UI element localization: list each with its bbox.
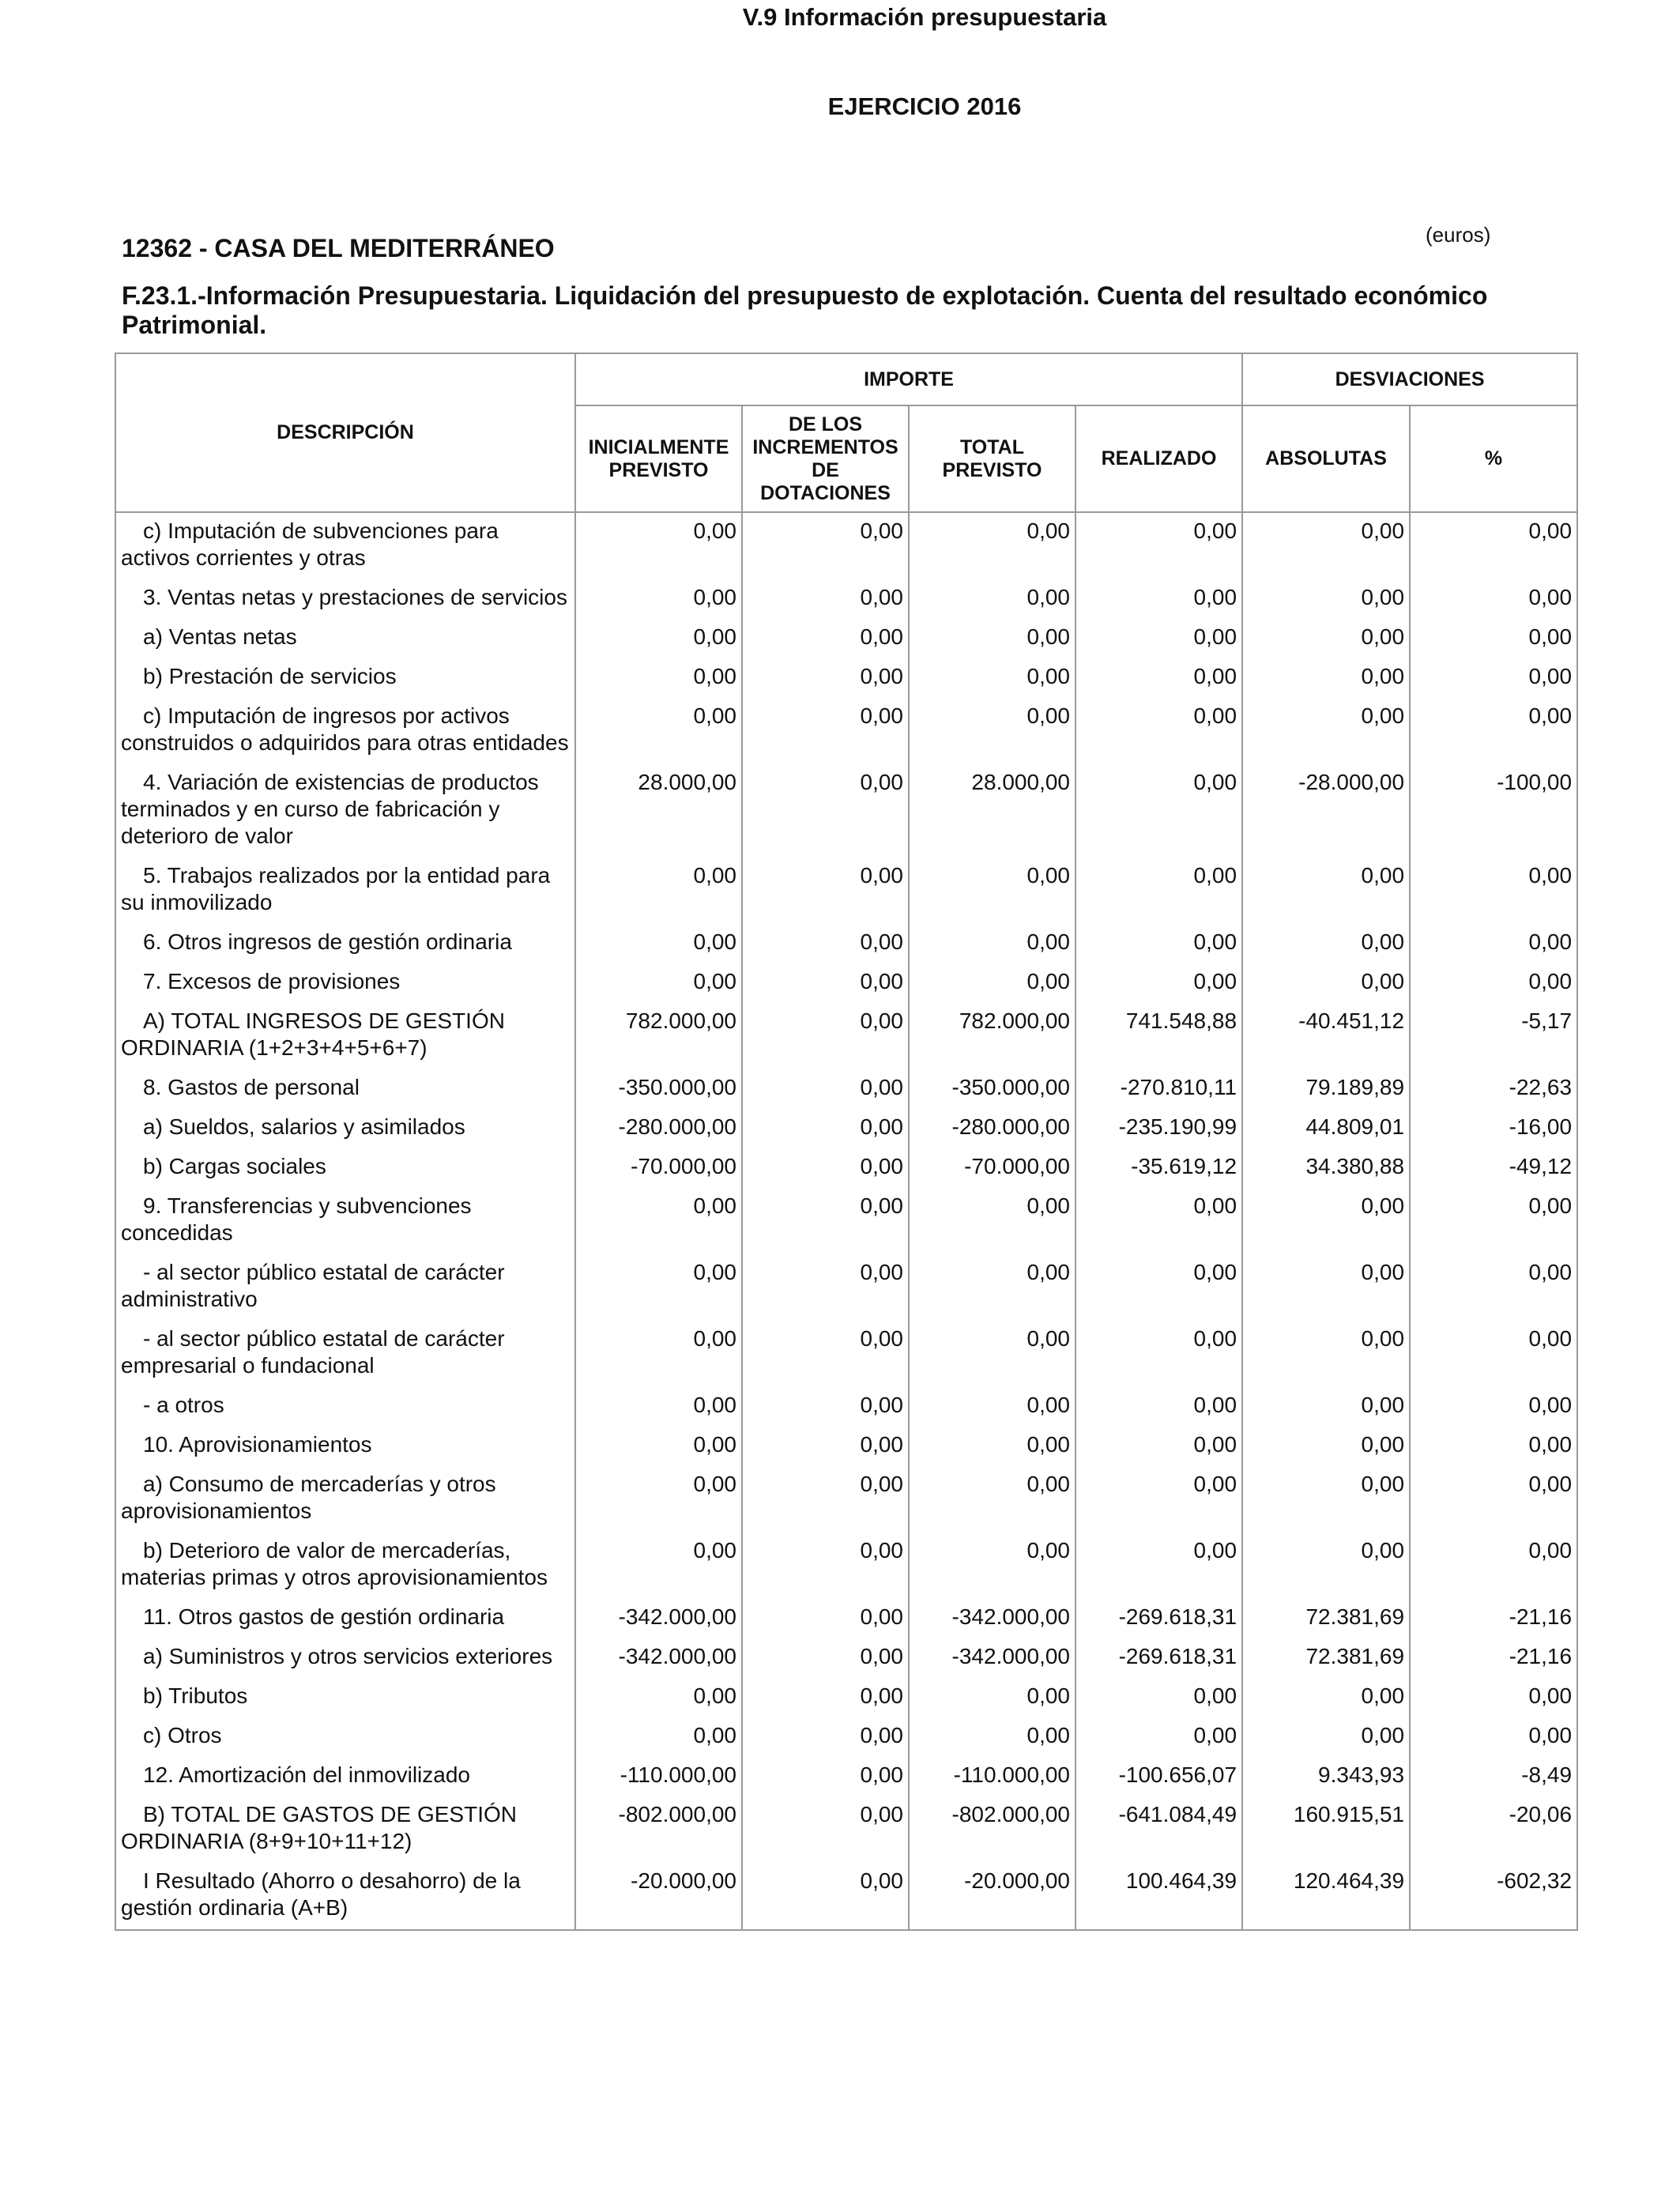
cell-inicialmente-previsto: 0,00 xyxy=(575,579,742,619)
cell-porcentaje: 0,00 xyxy=(1410,1532,1577,1599)
cell-porcentaje: -602,32 xyxy=(1410,1863,1577,1930)
table-row xyxy=(115,963,1577,1003)
cell-total-previsto: -280.000,00 xyxy=(909,1109,1075,1148)
cell-incrementos: 0,00 xyxy=(742,1678,909,1717)
cell-total-previsto: -70.000,00 xyxy=(909,1148,1075,1188)
cell-total-previsto: -110.000,00 xyxy=(909,1757,1075,1796)
cell-absolutas: -28.000,00 xyxy=(1242,764,1410,858)
cell-porcentaje: 0,00 xyxy=(1410,1466,1577,1532)
cell-absolutas: 0,00 xyxy=(1242,1427,1410,1466)
cell-realizado: 0,00 xyxy=(1075,658,1242,698)
cell-total-previsto: 0,00 xyxy=(909,1678,1075,1717)
table-row xyxy=(115,1387,1577,1427)
cell-porcentaje: 0,00 xyxy=(1410,924,1577,963)
cell-realizado: 0,00 xyxy=(1075,1466,1242,1532)
cell-inicialmente-previsto: 0,00 xyxy=(575,858,742,924)
table-row xyxy=(115,1796,1577,1863)
column-header-absolutas: ABSOLUTAS xyxy=(1242,405,1410,512)
cell-porcentaje: 0,00 xyxy=(1410,658,1577,698)
table-row xyxy=(115,1321,1577,1387)
cell-inicialmente-previsto: -802.000,00 xyxy=(575,1796,742,1863)
table-row xyxy=(115,764,1577,858)
table-header xyxy=(115,353,1577,512)
cell-porcentaje: 0,00 xyxy=(1410,512,1577,579)
column-header-descripcion: DESCRIPCIÓN xyxy=(115,353,575,512)
cell-porcentaje: 0,00 xyxy=(1410,858,1577,924)
row-description: A) TOTAL INGRESOS DE GESTIÓN ORDINARIA (1+2+3+4+5+6+7) xyxy=(115,1003,575,1069)
fiscal-year: EJERCICIO 2016 xyxy=(827,92,1022,120)
table-row xyxy=(115,1599,1577,1638)
cell-incrementos: 0,00 xyxy=(742,1321,909,1387)
table-row xyxy=(115,1003,1577,1069)
cell-total-previsto: 0,00 xyxy=(909,512,1075,579)
cell-inicialmente-previsto: 0,00 xyxy=(575,1427,742,1466)
cell-porcentaje: 0,00 xyxy=(1410,1427,1577,1466)
row-description: B) TOTAL DE GASTOS DE GESTIÓN ORDINARIA (8+9+10+11+12) xyxy=(115,1796,575,1863)
table-row xyxy=(115,1109,1577,1148)
cell-realizado: 0,00 xyxy=(1075,512,1242,579)
cell-realizado: 0,00 xyxy=(1075,963,1242,1003)
cell-total-previsto: 0,00 xyxy=(909,1321,1075,1387)
cell-incrementos: 0,00 xyxy=(742,698,909,764)
cell-absolutas: 0,00 xyxy=(1242,579,1410,619)
cell-realizado: -35.619,12 xyxy=(1075,1148,1242,1188)
cell-porcentaje: 0,00 xyxy=(1410,1254,1577,1321)
table-body xyxy=(115,512,1577,1930)
table-row xyxy=(115,858,1577,924)
cell-total-previsto: 0,00 xyxy=(909,1532,1075,1599)
section-title: V.9 Información presupuestaria xyxy=(742,3,1107,31)
cell-realizado: 100.464,39 xyxy=(1075,1863,1242,1930)
cell-inicialmente-previsto: -70.000,00 xyxy=(575,1148,742,1188)
cell-inicialmente-previsto: 0,00 xyxy=(575,658,742,698)
row-description: I Resultado (Ahorro o desahorro) de la gestión ordinaria (A+B) xyxy=(115,1863,575,1930)
budget-table xyxy=(115,352,1578,1931)
cell-incrementos: 0,00 xyxy=(742,963,909,1003)
cell-porcentaje: -22,63 xyxy=(1410,1069,1577,1109)
cell-inicialmente-previsto: -110.000,00 xyxy=(575,1757,742,1796)
cell-realizado: 0,00 xyxy=(1075,1427,1242,1466)
cell-porcentaje: -100,00 xyxy=(1410,764,1577,858)
cell-inicialmente-previsto: 0,00 xyxy=(575,698,742,764)
cell-total-previsto: 0,00 xyxy=(909,579,1075,619)
cell-inicialmente-previsto: 782.000,00 xyxy=(575,1003,742,1069)
table-row xyxy=(115,619,1577,658)
cell-realizado: 0,00 xyxy=(1075,924,1242,963)
cell-total-previsto: 0,00 xyxy=(909,963,1075,1003)
cell-porcentaje: 0,00 xyxy=(1410,579,1577,619)
cell-total-previsto: -20.000,00 xyxy=(909,1863,1075,1930)
row-description: a) Sueldos, salarios y asimilados xyxy=(115,1109,575,1148)
table-row xyxy=(115,658,1577,698)
column-header-total-previsto: TOTAL PREVISTO xyxy=(909,405,1075,512)
cell-total-previsto: 0,00 xyxy=(909,658,1075,698)
cell-porcentaje: 0,00 xyxy=(1410,1717,1577,1757)
row-description: b) Cargas sociales xyxy=(115,1148,575,1188)
cell-total-previsto: 0,00 xyxy=(909,858,1075,924)
cell-incrementos: 0,00 xyxy=(742,1003,909,1069)
cell-total-previsto: -342.000,00 xyxy=(909,1599,1075,1638)
cell-incrementos: 0,00 xyxy=(742,1466,909,1532)
cell-inicialmente-previsto: -342.000,00 xyxy=(575,1599,742,1638)
cell-inicialmente-previsto: 0,00 xyxy=(575,1387,742,1427)
cell-incrementos: 0,00 xyxy=(742,858,909,924)
cell-incrementos: 0,00 xyxy=(742,579,909,619)
cell-realizado: -235.190,99 xyxy=(1075,1109,1242,1148)
row-description: 4. Variación de existencias de productos terminados y en curso de fabricación y deterioro de valor xyxy=(115,764,575,858)
cell-porcentaje: -49,12 xyxy=(1410,1148,1577,1188)
row-description: a) Suministros y otros servicios exteriores xyxy=(115,1638,575,1678)
row-description: b) Deterioro de valor de mercaderías, materias primas y otros aprovisionamientos xyxy=(115,1532,575,1599)
cell-absolutas: 0,00 xyxy=(1242,858,1410,924)
row-description: b) Tributos xyxy=(115,1678,575,1717)
cell-inicialmente-previsto: 0,00 xyxy=(575,1678,742,1717)
cell-total-previsto: 0,00 xyxy=(909,698,1075,764)
table-row xyxy=(115,1532,1577,1599)
cell-total-previsto: -350.000,00 xyxy=(909,1069,1075,1109)
cell-porcentaje: 0,00 xyxy=(1410,1321,1577,1387)
cell-incrementos: 0,00 xyxy=(742,924,909,963)
cell-incrementos: 0,00 xyxy=(742,1069,909,1109)
cell-incrementos: 0,00 xyxy=(742,1638,909,1678)
cell-realizado: 0,00 xyxy=(1075,698,1242,764)
row-description: 9. Transferencias y subvenciones concedidas xyxy=(115,1188,575,1254)
entity-name: 12362 - CASA DEL MEDITERRÁNEO xyxy=(122,234,555,262)
cell-realizado: 0,00 xyxy=(1075,1387,1242,1427)
column-header-porcentaje: % xyxy=(1410,405,1577,512)
cell-incrementos: 0,00 xyxy=(742,1796,909,1863)
cell-absolutas: 0,00 xyxy=(1242,619,1410,658)
row-description: 5. Trabajos realizados por la entidad para su inmovilizado xyxy=(115,858,575,924)
cell-absolutas: 44.809,01 xyxy=(1242,1109,1410,1148)
table-row xyxy=(115,1638,1577,1678)
cell-absolutas: 72.381,69 xyxy=(1242,1638,1410,1678)
cell-incrementos: 0,00 xyxy=(742,1427,909,1466)
cell-absolutas: 0,00 xyxy=(1242,658,1410,698)
row-description: 10. Aprovisionamientos xyxy=(115,1427,575,1466)
cell-total-previsto: 0,00 xyxy=(909,1188,1075,1254)
row-description: b) Prestación de servicios xyxy=(115,658,575,698)
cell-absolutas: 0,00 xyxy=(1242,924,1410,963)
cell-absolutas: 120.464,39 xyxy=(1242,1863,1410,1930)
cell-total-previsto: 0,00 xyxy=(909,1387,1075,1427)
cell-inicialmente-previsto: -20.000,00 xyxy=(575,1863,742,1930)
table-row xyxy=(115,1188,1577,1254)
cell-inicialmente-previsto: -350.000,00 xyxy=(575,1069,742,1109)
cell-realizado: 0,00 xyxy=(1075,1678,1242,1717)
row-description: - al sector público estatal de carácter empresarial o fundacional xyxy=(115,1321,575,1387)
cell-absolutas: 0,00 xyxy=(1242,1532,1410,1599)
cell-incrementos: 0,00 xyxy=(742,658,909,698)
cell-absolutas: 0,00 xyxy=(1242,1387,1410,1427)
group-header-desviaciones: DESVIACIONES xyxy=(1242,353,1577,405)
row-description: - al sector público estatal de carácter administrativo xyxy=(115,1254,575,1321)
cell-absolutas: 72.381,69 xyxy=(1242,1599,1410,1638)
table-row xyxy=(115,512,1577,579)
cell-porcentaje: 0,00 xyxy=(1410,619,1577,658)
cell-absolutas: 0,00 xyxy=(1242,1678,1410,1717)
cell-total-previsto: 0,00 xyxy=(909,1466,1075,1532)
row-description: c) Imputación de ingresos por activos construidos o adquiridos para otras entidades xyxy=(115,698,575,764)
cell-inicialmente-previsto: -280.000,00 xyxy=(575,1109,742,1148)
cell-inicialmente-previsto: 0,00 xyxy=(575,924,742,963)
cell-total-previsto: 28.000,00 xyxy=(909,764,1075,858)
cell-realizado: -269.618,31 xyxy=(1075,1599,1242,1638)
cell-incrementos: 0,00 xyxy=(742,1757,909,1796)
row-description: 8. Gastos de personal xyxy=(115,1069,575,1109)
cell-absolutas: 9.343,93 xyxy=(1242,1757,1410,1796)
row-description: 11. Otros gastos de gestión ordinaria xyxy=(115,1599,575,1638)
cell-absolutas: 0,00 xyxy=(1242,1254,1410,1321)
units-label: (euros) xyxy=(1426,223,1491,247)
row-description: c) Otros xyxy=(115,1717,575,1757)
cell-porcentaje: -21,16 xyxy=(1410,1638,1577,1678)
cell-total-previsto: 0,00 xyxy=(909,1254,1075,1321)
cell-absolutas: 0,00 xyxy=(1242,512,1410,579)
cell-realizado: 0,00 xyxy=(1075,1254,1242,1321)
row-description: 12. Amortización del inmovilizado xyxy=(115,1757,575,1796)
cell-absolutas: 0,00 xyxy=(1242,1466,1410,1532)
cell-absolutas: 79.189,89 xyxy=(1242,1069,1410,1109)
cell-absolutas: 0,00 xyxy=(1242,698,1410,764)
column-header-realizado: REALIZADO xyxy=(1075,405,1242,512)
cell-absolutas: -40.451,12 xyxy=(1242,1003,1410,1069)
cell-absolutas: 0,00 xyxy=(1242,1321,1410,1387)
cell-inicialmente-previsto: 0,00 xyxy=(575,512,742,579)
row-description: 7. Excesos de provisiones xyxy=(115,963,575,1003)
cell-inicialmente-previsto: 28.000,00 xyxy=(575,764,742,858)
cell-porcentaje: -21,16 xyxy=(1410,1599,1577,1638)
cell-realizado: -641.084,49 xyxy=(1075,1796,1242,1863)
group-header-importe: IMPORTE xyxy=(575,353,1242,405)
cell-realizado: 0,00 xyxy=(1075,579,1242,619)
cell-total-previsto: 0,00 xyxy=(909,924,1075,963)
cell-realizado: -100.656,07 xyxy=(1075,1757,1242,1796)
cell-total-previsto: 782.000,00 xyxy=(909,1003,1075,1069)
table-row xyxy=(115,1466,1577,1532)
cell-realizado: 741.548,88 xyxy=(1075,1003,1242,1069)
cell-porcentaje: 0,00 xyxy=(1410,1678,1577,1717)
cell-incrementos: 0,00 xyxy=(742,1599,909,1638)
cell-porcentaje: 0,00 xyxy=(1410,1387,1577,1427)
cell-inicialmente-previsto: 0,00 xyxy=(575,963,742,1003)
cell-realizado: 0,00 xyxy=(1075,1188,1242,1254)
cell-realizado: -269.618,31 xyxy=(1075,1638,1242,1678)
cell-porcentaje: -5,17 xyxy=(1410,1003,1577,1069)
column-header-inicialmente-previsto: INICIALMENTE PREVISTO xyxy=(575,405,742,512)
cell-inicialmente-previsto: -342.000,00 xyxy=(575,1638,742,1678)
table-row xyxy=(115,1427,1577,1466)
cell-absolutas: 0,00 xyxy=(1242,1188,1410,1254)
table-row xyxy=(115,1717,1577,1757)
cell-realizado: 0,00 xyxy=(1075,1717,1242,1757)
row-description: 6. Otros ingresos de gestión ordinaria xyxy=(115,924,575,963)
cell-inicialmente-previsto: 0,00 xyxy=(575,1717,742,1757)
cell-incrementos: 0,00 xyxy=(742,1717,909,1757)
cell-inicialmente-previsto: 0,00 xyxy=(575,1321,742,1387)
row-description: 3. Ventas netas y prestaciones de servicios xyxy=(115,579,575,619)
cell-inicialmente-previsto: 0,00 xyxy=(575,1188,742,1254)
cell-incrementos: 0,00 xyxy=(742,512,909,579)
cell-total-previsto: -342.000,00 xyxy=(909,1638,1075,1678)
cell-total-previsto: -802.000,00 xyxy=(909,1796,1075,1863)
cell-absolutas: 0,00 xyxy=(1242,963,1410,1003)
cell-porcentaje: 0,00 xyxy=(1410,698,1577,764)
cell-incrementos: 0,00 xyxy=(742,1863,909,1930)
cell-inicialmente-previsto: 0,00 xyxy=(575,1532,742,1599)
cell-realizado: 0,00 xyxy=(1075,1321,1242,1387)
table-row xyxy=(115,1757,1577,1796)
table-row xyxy=(115,1678,1577,1717)
cell-absolutas: 0,00 xyxy=(1242,1717,1410,1757)
cell-incrementos: 0,00 xyxy=(742,1148,909,1188)
cell-realizado: 0,00 xyxy=(1075,619,1242,658)
table-row xyxy=(115,579,1577,619)
column-header-incrementos: DE LOS INCREMENTOS DE DOTACIONES xyxy=(742,405,909,512)
cell-porcentaje: -8,49 xyxy=(1410,1757,1577,1796)
cell-incrementos: 0,00 xyxy=(742,1387,909,1427)
cell-absolutas: 160.915,51 xyxy=(1242,1796,1410,1863)
table-row xyxy=(115,1148,1577,1188)
cell-realizado: 0,00 xyxy=(1075,858,1242,924)
cell-total-previsto: 0,00 xyxy=(909,1427,1075,1466)
cell-incrementos: 0,00 xyxy=(742,1188,909,1254)
cell-inicialmente-previsto: 0,00 xyxy=(575,1466,742,1532)
table-row xyxy=(115,924,1577,963)
cell-total-previsto: 0,00 xyxy=(909,1717,1075,1757)
cell-incrementos: 0,00 xyxy=(742,764,909,858)
cell-incrementos: 0,00 xyxy=(742,1109,909,1148)
cell-incrementos: 0,00 xyxy=(742,1254,909,1321)
table-row xyxy=(115,698,1577,764)
cell-porcentaje: 0,00 xyxy=(1410,1188,1577,1254)
table-row xyxy=(115,1069,1577,1109)
cell-realizado: 0,00 xyxy=(1075,1532,1242,1599)
cell-realizado: -270.810,11 xyxy=(1075,1069,1242,1109)
statement-title: F.23.1.-Información Presupuestaria. Liquidación del presupuesto de explotación. Cuenta del resultado económico Patrimonial. xyxy=(122,281,1488,339)
cell-absolutas: 34.380,88 xyxy=(1242,1148,1410,1188)
row-description: c) Imputación de subvenciones para activos corrientes y otras xyxy=(115,512,575,579)
cell-incrementos: 0,00 xyxy=(742,1532,909,1599)
cell-porcentaje: -20,06 xyxy=(1410,1796,1577,1863)
cell-porcentaje: -16,00 xyxy=(1410,1109,1577,1148)
row-description: a) Consumo de mercaderías y otros aprovisionamientos xyxy=(115,1466,575,1532)
cell-inicialmente-previsto: 0,00 xyxy=(575,1254,742,1321)
cell-total-previsto: 0,00 xyxy=(909,619,1075,658)
row-description: a) Ventas netas xyxy=(115,619,575,658)
cell-incrementos: 0,00 xyxy=(742,619,909,658)
cell-inicialmente-previsto: 0,00 xyxy=(575,619,742,658)
row-description: - a otros xyxy=(115,1387,575,1427)
cell-realizado: 0,00 xyxy=(1075,764,1242,858)
cell-porcentaje: 0,00 xyxy=(1410,963,1577,1003)
table-row xyxy=(115,1254,1577,1321)
table-row xyxy=(115,1863,1577,1930)
